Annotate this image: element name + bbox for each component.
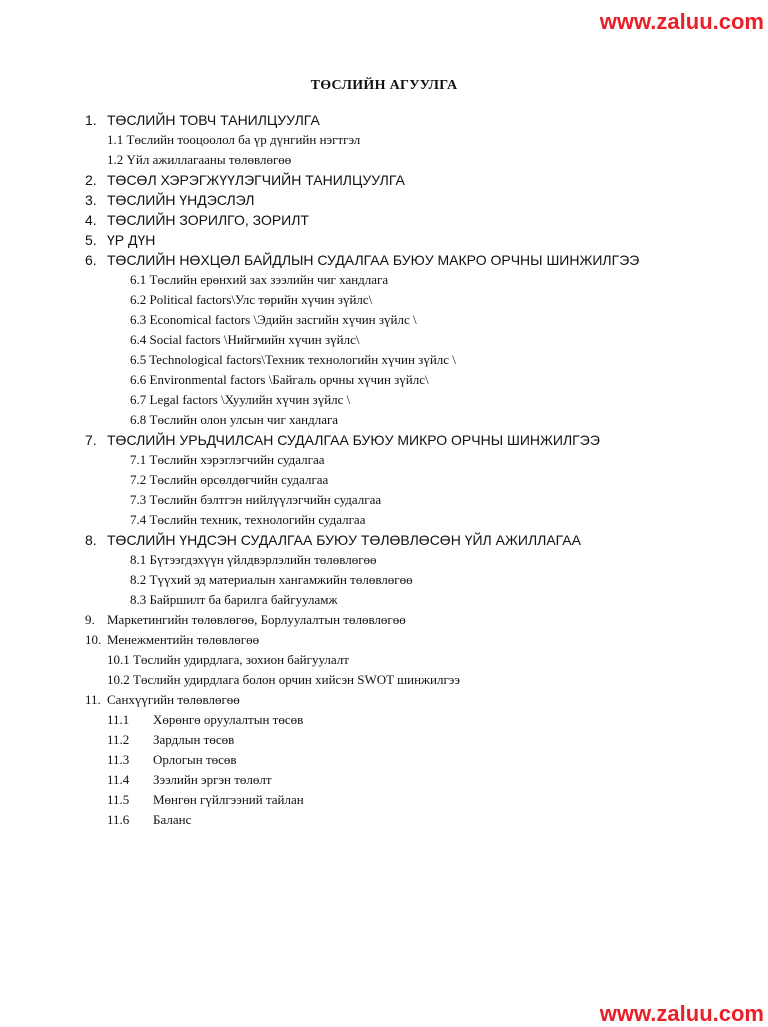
toc-item <box>0 710 768 730</box>
toc-item <box>0 750 768 770</box>
toc-item <box>0 790 768 810</box>
toc-item-number: 11.4 <box>107 772 130 787</box>
toc-item <box>0 270 768 290</box>
toc-item <box>0 690 768 710</box>
toc-item-text: ТӨСЛИЙН УРЬДЧИЛСАН СУДАЛГАА БУЮУ МИКРО ОРЧНЫ ШИНЖИЛГЭЭ <box>107 432 600 448</box>
document-title: ТӨСЛИЙН АГУУЛГА <box>310 78 458 93</box>
toc-item <box>0 130 768 150</box>
toc-item-number: 11. <box>85 692 101 707</box>
toc-item-text: 7.3 Төслийн бэлтгэн нийлүүлэгчийн судалгаа <box>130 492 382 507</box>
toc-item <box>0 630 768 650</box>
toc-item-text: Хөрөнгө оруулалтын төсөв <box>153 712 304 727</box>
toc-item-text: 10.1 Төслийн удирдлага, зохион байгуулалт <box>107 652 349 667</box>
watermark-bottom: www.zaluu.com <box>599 1001 764 1026</box>
toc-item-text: ТӨСЛИЙН ҮНДЭСЛЭЛ <box>107 192 255 208</box>
toc-item-text: 6.1 Төслийн ерөнхий зах зээлийн чиг хандлага <box>130 272 389 287</box>
toc-item <box>0 610 768 630</box>
toc-item-text: 7.4 Төслийн техник, технологийн судалгаа <box>130 512 366 527</box>
toc-item-number: 1. <box>85 112 97 128</box>
toc-item <box>0 670 768 690</box>
toc-item-text: Маркетингийн төлөвлөгөө, Борлуулалтын төлөвлөгөө <box>107 612 406 627</box>
toc-item-number: 11.5 <box>107 792 130 807</box>
toc-item-text: 10.2 Төслийн удирдлага болон орчин хийсэн SWOT шинжилгээ <box>107 672 460 687</box>
toc-item-text: 6.6 Environmental factors \Байгаль орчны хүчин зүйлс\ <box>130 372 429 387</box>
toc-item-text: ТӨСЛИЙН ТОВЧ ТАНИЛЦУУЛГА <box>107 112 320 128</box>
toc-item-number: 11.2 <box>107 732 130 747</box>
toc-item <box>0 210 768 230</box>
toc-item-text: 1.2 Үйл ажиллагааны төлөвлөгөө <box>107 152 292 167</box>
toc-item-number: 4. <box>85 212 97 228</box>
toc-item <box>0 230 768 250</box>
toc-item <box>0 170 768 190</box>
toc-item-number: 9. <box>85 612 95 627</box>
toc-item <box>0 250 768 270</box>
toc-item-text: 8.2 Түүхий эд материалын хангамжийн төлөвлөгөө <box>130 572 413 587</box>
toc-item-text: 7.1 Төслийн хэрэглэгчийн судалгаа <box>130 452 325 467</box>
toc-item <box>0 810 768 830</box>
toc-item <box>0 510 768 530</box>
toc-item <box>0 570 768 590</box>
toc-item-text: ТӨСЛИЙН ҮНДСЭН СУДАЛГАА БУЮУ ТӨЛӨВЛӨСӨН ҮЙЛ АЖИЛЛАГАА <box>107 532 581 548</box>
toc-item <box>0 490 768 510</box>
toc-item-text: Орлогын төсөв <box>153 752 237 767</box>
toc-item-text: Баланс <box>153 812 192 827</box>
toc-item-number: 6. <box>85 252 97 268</box>
toc-item-text: 6.7 Legal factors \Хуулийн хүчин зүйлс \ <box>130 392 351 407</box>
toc-item-number: 5. <box>85 232 97 248</box>
toc-item <box>0 330 768 350</box>
toc-item <box>0 550 768 570</box>
toc-item-text: 6.8 Төслийн олон улсын чиг хандлага <box>130 412 339 427</box>
toc-item <box>0 190 768 210</box>
toc-item-number: 11.1 <box>107 712 130 727</box>
toc-item <box>0 530 768 550</box>
toc-item-text: ТӨСӨЛ ХЭРЭГЖҮҮЛЭГЧИЙН ТАНИЛЦУУЛГА <box>107 172 405 188</box>
toc-item-text: 6.5 Technological factors\Техник технологийн хүчин зүйлс \ <box>130 352 456 367</box>
toc-item <box>0 450 768 470</box>
toc-item-number: 2. <box>85 172 97 188</box>
toc-item-text: ҮР ДҮН <box>107 232 156 248</box>
toc-item-text: Зээлийн эргэн төлөлт <box>153 772 272 787</box>
toc-item-number: 3. <box>85 192 97 208</box>
toc-item-text: Мөнгөн гүйлгээний тайлан <box>153 792 304 807</box>
toc-item-text: Менежментийн төлөвлөгөө <box>107 632 260 647</box>
toc-item <box>0 370 768 390</box>
toc-item-text: 8.1 Бүтээгдэхүүн үйлдвэрлэлийн төлөвлөгөө <box>130 552 377 567</box>
toc-item <box>0 110 768 130</box>
toc-item-number: 7. <box>85 432 97 448</box>
toc-item-text: 6.3 Economical factors \Эдийн засгийн хүчин зүйлс \ <box>130 312 417 327</box>
watermark-top: www.zaluu.com <box>599 9 764 34</box>
table-of-contents <box>0 110 768 830</box>
toc-item <box>0 310 768 330</box>
toc-item-number: 11.3 <box>107 752 130 767</box>
toc-item <box>0 150 768 170</box>
toc-item-text: ТӨСЛИЙН ЗОРИЛГО, ЗОРИЛТ <box>107 212 309 228</box>
toc-item-number: 10. <box>85 632 102 647</box>
toc-item-text: 7.2 Төслийн өрсөлдөгчийн судалгаа <box>130 472 329 487</box>
toc-item-text: 6.2 Political factors\Улс төрийн хүчин зүйлс\ <box>130 292 373 307</box>
toc-item <box>0 730 768 750</box>
toc-item <box>0 470 768 490</box>
toc-item <box>0 770 768 790</box>
toc-item <box>0 410 768 430</box>
toc-item <box>0 350 768 370</box>
toc-item-text: 6.4 Social factors \Нийгмийн хүчин зүйлс\ <box>130 332 360 347</box>
toc-item-text: ТӨСЛИЙН НӨХЦӨЛ БАЙДЛЫН СУДАЛГАА БУЮУ МАКРО ОРЧНЫ ШИНЖИЛГЭЭ <box>107 252 640 268</box>
toc-item-number: 8. <box>85 532 97 548</box>
toc-item <box>0 390 768 410</box>
toc-item-text: Зардлын төсөв <box>153 732 235 747</box>
toc-item-number: 11.6 <box>107 812 130 827</box>
toc-item-text: 1.1 Төслийн тооцоолол ба үр дүнгийн нэгтгэл <box>107 132 361 147</box>
toc-item-text: 8.3 Байршилт ба барилга байгууламж <box>130 592 338 607</box>
toc-item <box>0 430 768 450</box>
toc-item <box>0 650 768 670</box>
toc-item-text: Санхүүгийн төлөвлөгөө <box>107 692 240 707</box>
toc-item <box>0 590 768 610</box>
toc-item <box>0 290 768 310</box>
